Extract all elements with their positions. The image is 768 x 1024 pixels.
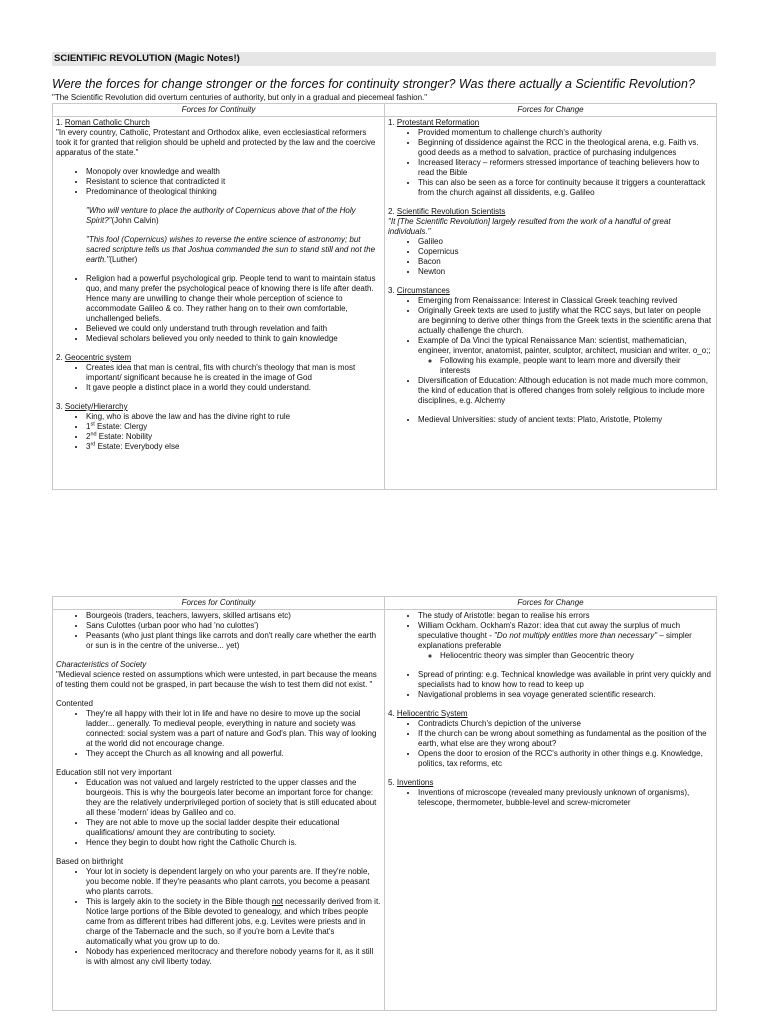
list-item: • Believed we could only understand truth through revelation and faith <box>86 324 381 334</box>
list-item: • They accept the Church as all knowing and all powerful. <box>86 749 381 759</box>
list-item: • Bourgeois (traders, teachers, lawyers, skilled artisans etc) <box>86 611 381 621</box>
list-item: • Hence they begin to doubt how right the Catholic Church is. <box>86 838 381 848</box>
list-item: • Peasants (who just plant things like carrots and don't really care whether the earth or sun is in the centre of the universe... yet) <box>86 631 381 651</box>
quote-text: "This fool (Copernicus) wishes to reverse the entire science of astronomy; but sacred scripture tells us that Joshua commanded the sun to stand still and not the earth." <box>86 235 376 264</box>
bullet-list <box>388 611 713 661</box>
list-item: • Diversification of Education: Although education is not made much more common, the kind of education that is offered changes from solely religious to include more disciplines, e.g. Alchemy <box>418 376 713 406</box>
essay-question: Were the forces for change stronger or the forces for continuity stronger? Was there actually a Scientific Revolution? <box>52 77 695 91</box>
subsection-title: Education still not very important <box>56 768 172 777</box>
bullet-list <box>388 296 713 406</box>
section-heading <box>388 778 713 788</box>
sub-bullet-list <box>418 651 713 661</box>
bullet-list <box>56 363 381 393</box>
list-item: • Monopoly over knowledge and wealth <box>86 167 381 177</box>
list-item: • Navigational problems in sea voyage generated scientific research. <box>418 690 713 700</box>
list-item: • Bacon <box>418 257 713 267</box>
luther-quote <box>56 235 381 265</box>
section-heading <box>388 286 713 296</box>
list-item: • Emerging from Renaissance: Interest in Classical Greek teaching revived <box>418 296 713 306</box>
section-heading <box>388 207 713 217</box>
sub-bullet-list <box>418 356 713 376</box>
list-item: • Beginning of dissidence against the RCC in the theological arena, e.g. Faith vs. good deeds as a method to salvation, practice of purchasing indulgences <box>418 138 713 158</box>
estate-number: 1 <box>86 422 91 431</box>
section-heading <box>56 353 381 363</box>
table-row <box>53 117 717 490</box>
list-item <box>86 442 381 452</box>
list-item <box>418 621 713 661</box>
section-number: 5. <box>388 778 397 787</box>
header-change: Forces for Change <box>385 104 717 117</box>
ordinal-suffix: rd <box>90 441 96 448</box>
list-item: • Newton <box>418 267 713 277</box>
quote-source: (John Calvin) <box>111 216 159 225</box>
list-item: • Resistant to science that contradicted it <box>86 177 381 187</box>
section-heading <box>56 118 381 128</box>
list-item: • Nobody has experienced meritocracy and therefore nobody yearns for it, as it still is with almost any civil liberty today. <box>86 947 381 967</box>
quote-text: "Medieval science rested on assumptions which were untested, in part because the means of testing them could not be grasped, in part because the wish to test them did not exist. " <box>56 670 377 689</box>
bullet-list <box>56 867 381 967</box>
section-title: Circumstances <box>396 286 450 295</box>
quote-text: "In every country, Catholic, Protestant and Orthodox alike, even ecclesiastical reformers took it for granted that religion should be upheld and protected by the law and the coercive apparatus of the state." <box>56 128 376 157</box>
header-change: Forces for Change <box>385 597 717 610</box>
list-item: ◦ Heliocentric theory was simpler than Geocentric theory <box>440 651 713 661</box>
list-item <box>86 897 381 947</box>
estate-text: Estate: Clergy <box>94 422 148 431</box>
notes-table-page1 <box>52 103 717 490</box>
list-item: • Sans Culottes (urban poor who had 'no culottes') <box>86 621 381 631</box>
section-title: Scientific Revolution Scientists <box>396 207 506 216</box>
list-item: • They're all happy with their lot in life and have no desire to move up the social ladder... generally. To medieval people, everything in nature and society was connected: social system was a part of nature and God's plan. This way of looking at the world did not encourage change. <box>86 709 381 749</box>
list-item: • Spread of printing: e.g. Technical knowledge was available in print very quickly and specialists had to know how to read to keep up <box>418 670 713 690</box>
quote-text: "It [The Scientific Revolution] largely resulted from the work of a handful of great individuals." <box>388 217 671 236</box>
bullet-list <box>388 719 713 769</box>
bullet-list <box>56 274 381 344</box>
bullet-list <box>56 412 381 452</box>
list-item: • Originally Greek texts are used to justify what the RCC says, but later on people are beginning to derive other things from the Greek texts in the scientific arena that actually challenge the church. <box>418 306 713 336</box>
table-header-row <box>53 104 717 117</box>
ordinal-suffix: nd <box>90 431 97 438</box>
emphasis-text: not <box>271 897 284 906</box>
section-heading <box>388 118 713 128</box>
list-item: • Opens the door to erosion of the RCC's authority in other things e.g. Knowledge, politics, tax reforms, etc <box>418 749 713 769</box>
list-item: • Copernicus <box>418 247 713 257</box>
section-number: 1. <box>56 118 65 127</box>
section-number: 3. <box>388 286 397 295</box>
list-item: • Medieval scholars believed you only needed to think to gain knowledge <box>86 334 381 344</box>
ordinal-suffix: st <box>90 421 95 428</box>
list-item: • Education was not valued and largely restricted to the upper classes and the bourgeois. This is why the bourgeois later become an important force for change: they are the relatively underprivileged portion of society that is still educated about all these 'modern' ideas by Galileo and co. <box>86 778 381 818</box>
quote-text: "Who will venture to place the authority of Copernicus above that of the Holy Spirit?" <box>86 206 356 225</box>
list-item: • It gave people a distinct place in a world they could understand. <box>86 383 381 393</box>
calvin-quote <box>56 206 381 226</box>
header-continuity: Forces for Continuity <box>53 104 385 117</box>
bullet-list <box>56 611 381 651</box>
list-item-text: – simpler explanations preferable <box>418 631 692 650</box>
section-number: 4. <box>388 709 397 718</box>
notes-table-page2 <box>52 596 717 1011</box>
section-heading <box>388 709 713 719</box>
subsection-title: Characteristics of Society <box>56 660 147 669</box>
document-title: SCIENTIFIC REVOLUTION (Magic Notes!) <box>52 52 716 66</box>
list-item: • Predominance of theological thinking <box>86 187 381 197</box>
list-item-text: William Ockham. Ockham's Razor: idea that cut away the surplus of much speculative thought - <box>418 621 681 640</box>
list-item: • Increased literacy – reformers stressed importance of teaching believers how to read the Bible <box>418 158 713 178</box>
section-title: Society/Hierarchy <box>64 402 128 411</box>
quote-source: (Luther) <box>109 255 138 264</box>
list-item-text: necessarily derived from it. Notice large portions of the Bible devoted to genealogy, and which tribes people came from as different tribes had different jobs, e.g. Levites were priests and in charge of the Tabernacle and the such, so if you're born a Levite that's automatically what you grow up to do. <box>86 897 381 946</box>
continuity-cell <box>53 610 385 1011</box>
section-title: Protestant Reformation <box>396 118 480 127</box>
list-item: • King, who is above the law and has the divine right to rule <box>86 412 381 422</box>
list-item-text: This is largely akin to the society in the Bible though <box>86 897 272 906</box>
bullet-list <box>388 237 713 277</box>
section-number: 3. <box>56 402 65 411</box>
list-item: • Medieval Universities: study of ancient texts: Plato, Aristotle, Ptolemy <box>418 415 713 425</box>
bullet-list <box>388 128 713 198</box>
list-item: ◦ Following his example, people want to learn more and diversify their interests <box>440 356 713 376</box>
bullet-list <box>388 415 713 425</box>
list-item <box>418 336 713 376</box>
section-title: Roman Catholic Church <box>64 118 150 127</box>
section-number: 2. <box>56 353 65 362</box>
bullet-list <box>56 709 381 759</box>
subsection-title: Based on birthright <box>56 857 124 866</box>
list-item: • Contradicts Church's depiction of the universe <box>418 719 713 729</box>
list-item: • Provided momentum to challenge church's authority <box>418 128 713 138</box>
list-item: • Creates idea that man is central, fits with church's theology that man is most important/ significant because he is created in the image of God <box>86 363 381 383</box>
quote-text: "Do not multiply entities more than necessary" <box>494 631 658 640</box>
list-item <box>86 432 381 442</box>
bullet-list <box>388 788 713 808</box>
change-cell <box>385 610 717 1011</box>
list-item: • Your lot in society is dependent largely on who your parents are. If they're noble, you become noble. If they're peasants who plant carrots, you become a peasant who plants carrots. <box>86 867 381 897</box>
intro-quote: "The Scientific Revolution did overturn centuries of authority, but only in a gradual and piecemeal fashion." <box>52 93 428 102</box>
subsection-title: Contented <box>56 699 93 708</box>
list-item: • Religion had a powerful psychological grip. People tend to want to maintain status quo, and many prefer the psychological peace of knowing there is life after death. Hence many are unwilling to change their whole perception of science to accommodate Galileo & co. They rather hang on to their own comfortable, unchallenged beliefs. <box>86 274 381 324</box>
list-item: • The study of Aristotle: began to realise his errors <box>418 611 713 621</box>
list-item: • This can also be seen as a force for continuity because it triggers a counterattack from the church against all dissidents, e.g. Galileo <box>418 178 713 198</box>
section-number: 1. <box>388 118 397 127</box>
table-row <box>53 610 717 1011</box>
section-heading <box>56 402 381 412</box>
table-header-row <box>53 597 717 610</box>
list-item: • Galileo <box>418 237 713 247</box>
section-title: Inventions <box>396 778 434 787</box>
list-item-text: Example of Da Vinci the typical Renaissance Man: scientist, mathematician, engineer, inventor, anatomist, painter, sculptor, architect, musician and writer. o_o;; <box>418 336 711 355</box>
bullet-list <box>56 778 381 848</box>
list-item <box>86 422 381 432</box>
header-continuity: Forces for Continuity <box>53 597 385 610</box>
change-cell <box>385 117 717 490</box>
estate-number: 2 <box>86 432 91 441</box>
list-item: • If the church can be wrong about something as fundamental as the position of the earth, what else are they wrong about? <box>418 729 713 749</box>
list-item: • Inventions of microscope (revealed many previously unknown of organisms), telescope, thermometer, bubble-level and screw-micrometer <box>418 788 713 808</box>
bullet-list <box>56 167 381 197</box>
continuity-cell <box>53 117 385 490</box>
estate-text: Estate: Everybody else <box>95 442 180 451</box>
section-title: Geocentric system <box>64 353 132 362</box>
estate-number: 3 <box>86 442 91 451</box>
list-item: • They are not able to move up the social ladder despite their educational qualifications/ amount they are contributing to society. <box>86 818 381 838</box>
bullet-list <box>388 670 713 700</box>
section-number: 2. <box>388 207 397 216</box>
estate-text: Estate: Nobility <box>96 432 153 441</box>
section-title: Heliocentric System <box>396 709 468 718</box>
